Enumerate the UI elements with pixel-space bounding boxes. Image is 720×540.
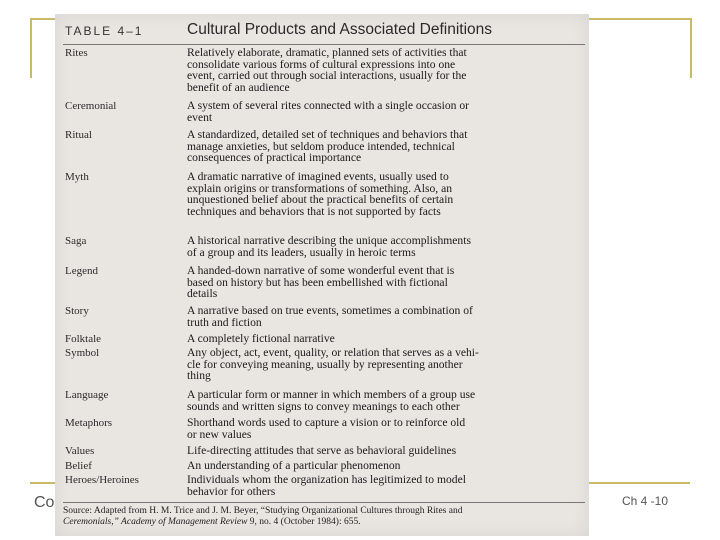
row-term: Rites xyxy=(65,47,88,59)
table-header xyxy=(65,20,585,42)
row-term: Story xyxy=(65,305,89,317)
definition-line: A handed-down narrative of some wonderful event that is xyxy=(187,264,455,277)
definition-line: Individuals whom the organization has legitimized to model xyxy=(187,473,466,486)
row-term: Values xyxy=(65,445,95,457)
slide-left-rule xyxy=(30,18,32,78)
definition-line: Any object, act, event, quality, or relation that serves as a vehi- xyxy=(187,346,479,359)
definition-line: A system of several rites connected with a single occasion or xyxy=(187,99,470,112)
row-term: Heroes/Heroines xyxy=(65,474,139,486)
row-definition xyxy=(187,460,587,472)
definition-line: A dramatic narrative of imagined events, usually used to xyxy=(187,170,449,183)
definition-line: A particular form or manner in which members of a group use xyxy=(187,388,476,401)
row-definition xyxy=(187,474,587,497)
definition-line: thing xyxy=(187,369,211,382)
definition-line: A standardized, detailed set of techniques and behaviors that xyxy=(187,128,468,141)
definition-line: An understanding of a particular phenomenon xyxy=(187,459,401,472)
definition-line: sounds and written signs to convey meanings to each other xyxy=(187,399,460,413)
definition-line: Relatively elaborate, dramatic, planned sets of activities that xyxy=(187,46,467,59)
row-term: Legend xyxy=(65,265,98,277)
row-definition xyxy=(187,171,587,217)
table-title: Cultural Products and Associated Definitions xyxy=(187,21,492,38)
row-definition xyxy=(187,305,587,328)
definition-line: consolidate various forms of cultural expressions into one xyxy=(187,57,456,71)
row-definition xyxy=(187,347,587,382)
source-suffix: 9, no. 4 (October 1984): 655. xyxy=(247,517,361,527)
row-definition xyxy=(187,417,587,440)
header-rule xyxy=(63,44,585,45)
definition-line: techniques and behaviors that is not supported by facts xyxy=(187,204,441,218)
definition-line: event, carried out through social interactions, usually for the xyxy=(187,69,467,82)
definition-line: manage anxieties, but seldom produce intended, technical xyxy=(187,139,455,153)
definition-line: behavior for others xyxy=(187,484,276,498)
definition-line: A historical narrative describing the unique accomplishments xyxy=(187,234,471,247)
definition-line: A completely fictional narrative xyxy=(187,332,335,345)
definition-line: Life-directing attitudes that serve as behavioral guidelines xyxy=(187,444,457,457)
definition-line: benefit of an audience xyxy=(187,80,290,94)
table-source xyxy=(63,506,543,528)
source-prefix: Source: Adapted from H. M. Trice and J. M. Beyer, “Studying Organizational Cultures through Rites and xyxy=(63,506,463,516)
row-definition xyxy=(187,47,587,93)
row-term: Belief xyxy=(65,460,92,472)
row-definition xyxy=(187,235,587,258)
row-term: Folktale xyxy=(65,333,102,345)
footer-left-label: Co xyxy=(34,494,55,511)
row-term: Saga xyxy=(65,235,87,247)
row-definition xyxy=(187,389,587,412)
row-definition xyxy=(187,129,587,164)
row-term: Myth xyxy=(65,171,89,183)
source-journal: Ceremonials,” Academy of Management Review xyxy=(63,517,248,527)
definition-line: cle for conveying meaning, usually by representing another xyxy=(187,357,463,371)
definition-line: based on history but has been embellished with fictional xyxy=(187,275,448,289)
row-definition xyxy=(187,265,587,300)
definition-line: A narrative based on true events, sometimes a combination of xyxy=(187,304,473,317)
definition-line: truth and fiction xyxy=(187,315,262,329)
row-term: Ritual xyxy=(65,129,92,141)
definition-line: Shorthand words used to capture a vision or to reinforce old xyxy=(187,416,466,429)
row-term: Language xyxy=(65,389,109,401)
definition-line: details xyxy=(187,287,218,300)
row-definition xyxy=(187,100,587,123)
row-term: Symbol xyxy=(65,347,100,359)
definition-line: unquestioned belief about the practical benefits of certain xyxy=(187,193,454,206)
slide-page-number: Ch 4 -10 xyxy=(622,494,669,508)
table-number: TABLE 4–1 xyxy=(65,24,144,38)
definition-line: of a group and its leaders, usually in heroic terms xyxy=(187,245,416,259)
slide-right-rule xyxy=(690,18,692,78)
footer-rule xyxy=(63,502,585,503)
row-definition xyxy=(187,333,587,345)
scanned-table-image xyxy=(55,14,589,536)
definition-line: or new values xyxy=(187,427,252,441)
row-term: Metaphors xyxy=(65,417,113,429)
definition-line: event xyxy=(187,110,213,124)
row-definition xyxy=(187,445,587,457)
definition-line: explain origins or transformations of something. Also, an xyxy=(187,181,453,195)
definition-line: consequences of practical importance xyxy=(187,151,362,164)
row-term: Ceremonial xyxy=(65,100,117,112)
